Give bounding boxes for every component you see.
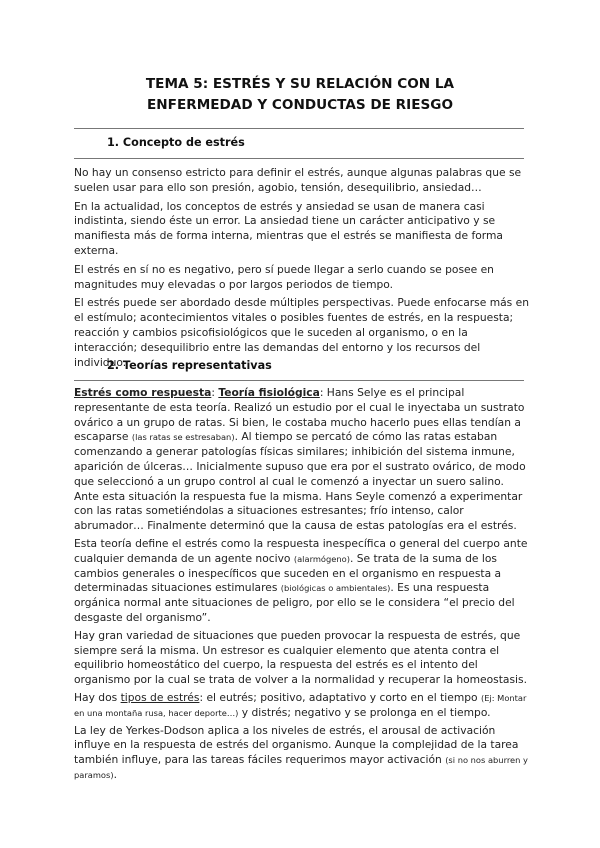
section-2-body	[74, 386, 530, 783]
document-title	[0, 74, 600, 116]
paragraph: El estrés en sí no es negativo, pero sí puede llegar a serlo cuando se posee en magnitudes muy elevadas o por largos periodos de tiempo.	[74, 262, 494, 291]
section-1-rule-bottom	[74, 158, 524, 159]
paragraph: Esta teoría define el estrés como la respuesta inespecífica o general del cuerpo ante cualquier demanda de un agente nocivo (alarmógeno). Se trata de la suma de los cambios generales o inespecíficos que suceden en el organismo en respuesta a determinadas situaciones estimulares (biológicas o ambientales). Es una respuesta orgánica normal ante situaciones de peligro, por ello se le considera “el precio del desgaste del organismo”.	[74, 536, 528, 624]
paragraph-stress-response: Estrés como respuesta: Teoría fisiológica: Hans Selye es el principal representante de esta teoría. Realizó un estudio por el cual le inyectaba un sustrato ovárico a un grupo de ratas. Si bien, le costaba mucho hacerlo pues ellas tendían a escaparse (las ratas se estresaban). Al tiempo se percató de cómo las ratas estaban comenzando a generar patologías físicas similares; inhibición del sistema inmune, aparición de úlceras… Inicialmente supuso que era por el sustrato ovárico, de modo que seleccionó a un grupo control al cual le comenzó a inyectar un suero salino. Ante esta situación la respuesta fue la misma. Hans Seyle comenzó a experimentar con las ratas sometiéndolas a situaciones estresantes; frío intenso, calor abrumador… Finalmente determinó que la causa de estas patologías era el estrés.	[74, 386, 526, 533]
paragraph: El estrés puede ser abordado desde múltiples perspectivas. Puede enfocarse más en el estímulo; acontecimientos vitales o posibles fuentes de estrés, en la respuesta; reacción y cambios psicofisiológicos que le suceden al organismo, o en la interacción; desequilibrio entre las demandas del entorno y los recursos del individuo.	[74, 296, 530, 369]
term-tipos-de-estres: tipos de estrés	[120, 690, 200, 704]
term-teoria-fisiologica: Teoría fisiológica	[218, 386, 320, 399]
paragraph: No hay un consenso estricto para definir el estrés, aunque algunas palabras que se suelen usar para ello son presión, agobio, tensión, desequilibrio, ansiedad…	[74, 166, 522, 194]
section-1-heading: 1. Concepto de estrés	[107, 136, 245, 149]
title-line-2: ENFERMEDAD Y CONDUCTAS DE RIESGO	[147, 97, 453, 113]
section-1-body	[74, 166, 530, 370]
paragraph: En la actualidad, los conceptos de estrés y ansiedad se usan de manera casi indistinta, siendo éste un error. La ansiedad tiene un carácter anticipativo y se manifiesta más de forma interna, mientras que el estrés se manifiesta de forma externa.	[74, 199, 503, 257]
title-line-1: TEMA 5: ESTRÉS Y SU RELACIÓN CON LA	[145, 76, 455, 92]
paragraph-stress-types: Hay dos tipos de estrés: el eutrés; positivo, adaptativo y corto en el tiempo (Ej: Montar en una montaña rusa, hacer deporte…) y distrés; negativo y se prolonga en el tiempo.	[74, 690, 527, 719]
paragraph: Hay gran variedad de situaciones que pueden provocar la respuesta de estrés, que siempre será la misma. Un estresor es cualquier elemento que atenta contra el equilibrio homeostático del cuerpo, la respuesta del estrés es el intento del organismo por la cual se trata de volver a la normalidad y recuperar la homeostasis.	[74, 628, 527, 687]
paragraph: La ley de Yerkes-Dodson aplica a los niveles de estrés, el arousal de activación influye en la respuesta de estrés del organismo. Aunque la complejidad de la tarea también influye, para las tareas fáciles requerimos mayor activación (si no nos aburren y paramos).	[74, 723, 528, 781]
term-estres-como-respuesta: Estrés como respuesta	[74, 386, 212, 399]
section-2-rule	[74, 380, 524, 381]
section-2-heading: 2. Teorías representativas	[107, 359, 272, 372]
section-1-rule-top	[74, 128, 524, 129]
